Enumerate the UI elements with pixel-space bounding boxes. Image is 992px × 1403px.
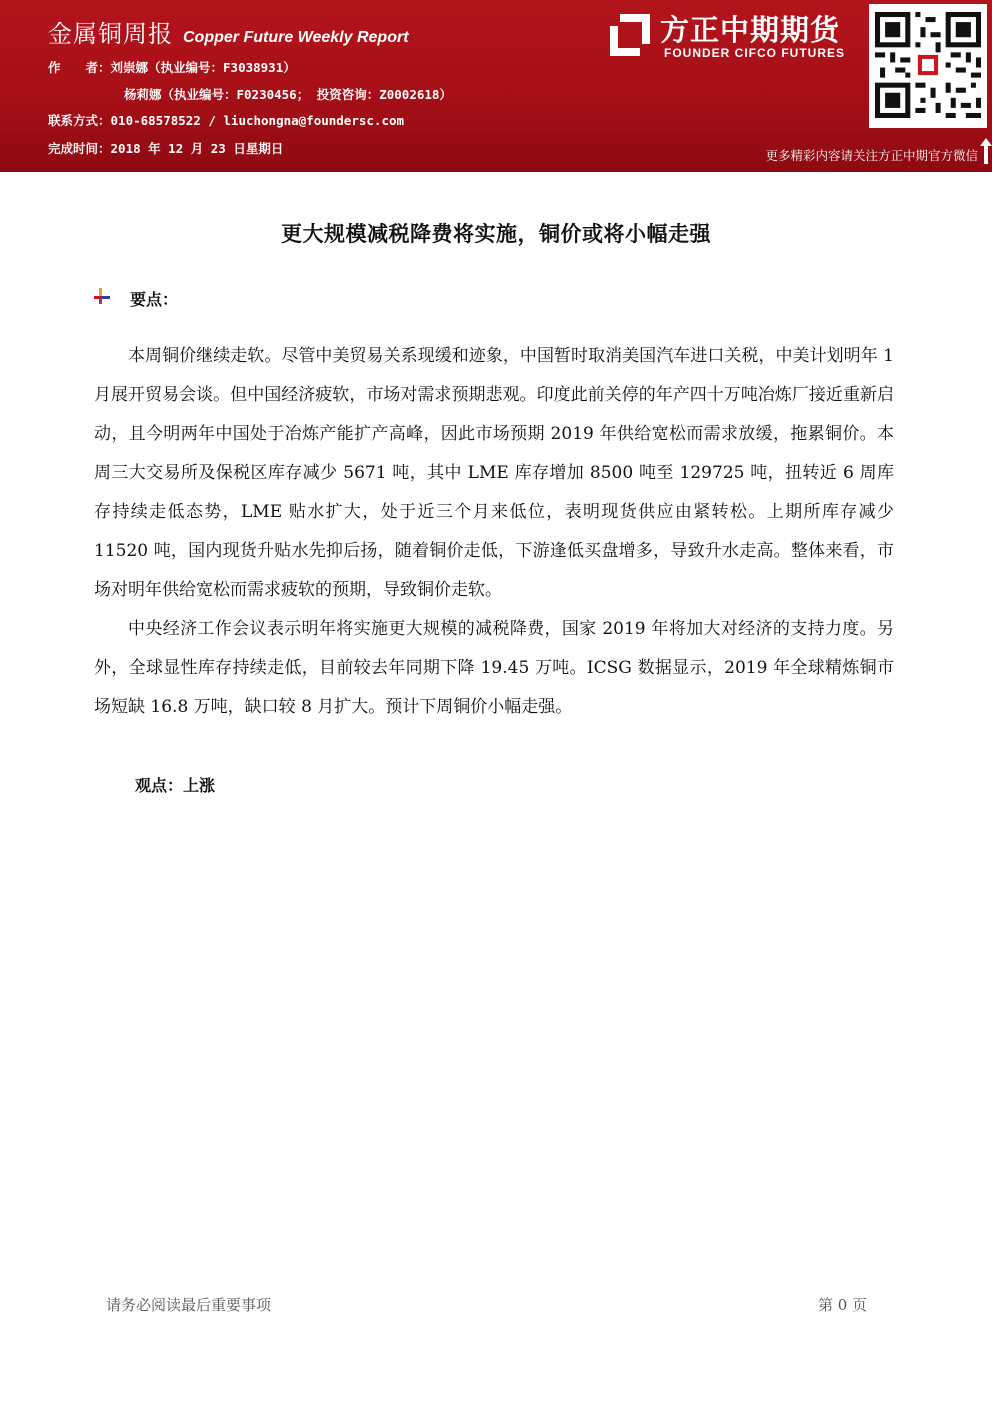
footer-disclaimer: 请务必阅读最后重要事项 bbox=[106, 1296, 272, 1314]
bullet-icon bbox=[94, 288, 110, 304]
paragraph: 中央经济工作会议表示明年将实施更大规模的减税降费，国家 2019 年将加大对经济的支持力度。另外，全球显性库存持续走低，目前较去年同期下降 19.45 万吨。ICSG 数据显示，2019 年全球精炼铜市场短缺 16.8 万吨，缺口较 8 月扩大。预计下周铜价小幅走强。 bbox=[94, 619, 894, 717]
report-header bbox=[0, 0, 992, 172]
contact-label: 联系方式： bbox=[48, 113, 111, 128]
qr-code-icon bbox=[875, 12, 981, 118]
wechat-qr-code[interactable] bbox=[869, 4, 987, 128]
series-title-en: Copper Future Weekly Report bbox=[183, 29, 409, 46]
company-logo bbox=[606, 10, 862, 62]
report-title: 更大规模减税降费将实施，铜价或将小幅走强 bbox=[281, 222, 711, 246]
author-label: 作 者： bbox=[48, 60, 111, 75]
key-points-label: 要点： bbox=[130, 290, 179, 309]
author-1: 刘崇娜（执业编号：F3038931） bbox=[110, 60, 296, 75]
author-line-1 bbox=[48, 58, 296, 76]
page-number: 第 0 页 bbox=[818, 1296, 868, 1314]
founder-logo-icon bbox=[606, 12, 652, 58]
arrow-up-icon bbox=[980, 138, 992, 164]
completion-date: 2018 年 12 月 23 日星期日 bbox=[110, 141, 284, 156]
contact-info[interactable]: 010-68578522 / liuchongna@foundersc.com bbox=[110, 113, 405, 128]
follow-wechat-text: 更多精彩内容请关注方正中期官方微信 bbox=[765, 148, 978, 163]
series-title-cn: 金属铜周报 bbox=[48, 20, 173, 48]
brand-name-cn: 方正中期期货 bbox=[660, 13, 841, 47]
date-label: 完成时间： bbox=[48, 141, 111, 156]
date-line bbox=[48, 139, 283, 157]
author-line-2: 杨莉娜（执业编号：F0230456； 投资咨询：Z0002618） bbox=[124, 87, 452, 102]
report-series-title bbox=[48, 14, 409, 49]
view-conclusion: 观点：上涨 bbox=[135, 776, 216, 795]
brand-name-en: FOUNDER CIFCO FUTURES bbox=[664, 46, 845, 60]
report-body bbox=[94, 337, 894, 727]
paragraph: 本周铜价继续走软。尽管中美贸易关系现缓和迹象，中国暂时取消美国汽车进口关税，中美计划明年 1 月展开贸易会谈。但中国经济疲软，市场对需求预期悲观。印度此前关停的年产四十万吨冶炼厂接近重新启动，且今明两年中国处于冶炼产能扩产高峰，因此市场预期 2019 年供给宽松而需求放缓，拖累铜价。本周三大交易所及保税区库存减少 5671 吨，其中 LME 库存增加 8500 吨至 129725 吨，扭转近 6 周库存持续走低态势，LME 贴水扩大，处于近三个月来低位，表明现货供应由紧转松。上期所库存减少 11520 吨，国内现货升贴水先抑后扬，随着铜价走低，下游逢低买盘增多，导致升水走高。整体来看，市场对明年供给宽松而需求疲软的预期，导致铜价走软。 bbox=[94, 346, 894, 600]
contact-line bbox=[48, 111, 404, 129]
